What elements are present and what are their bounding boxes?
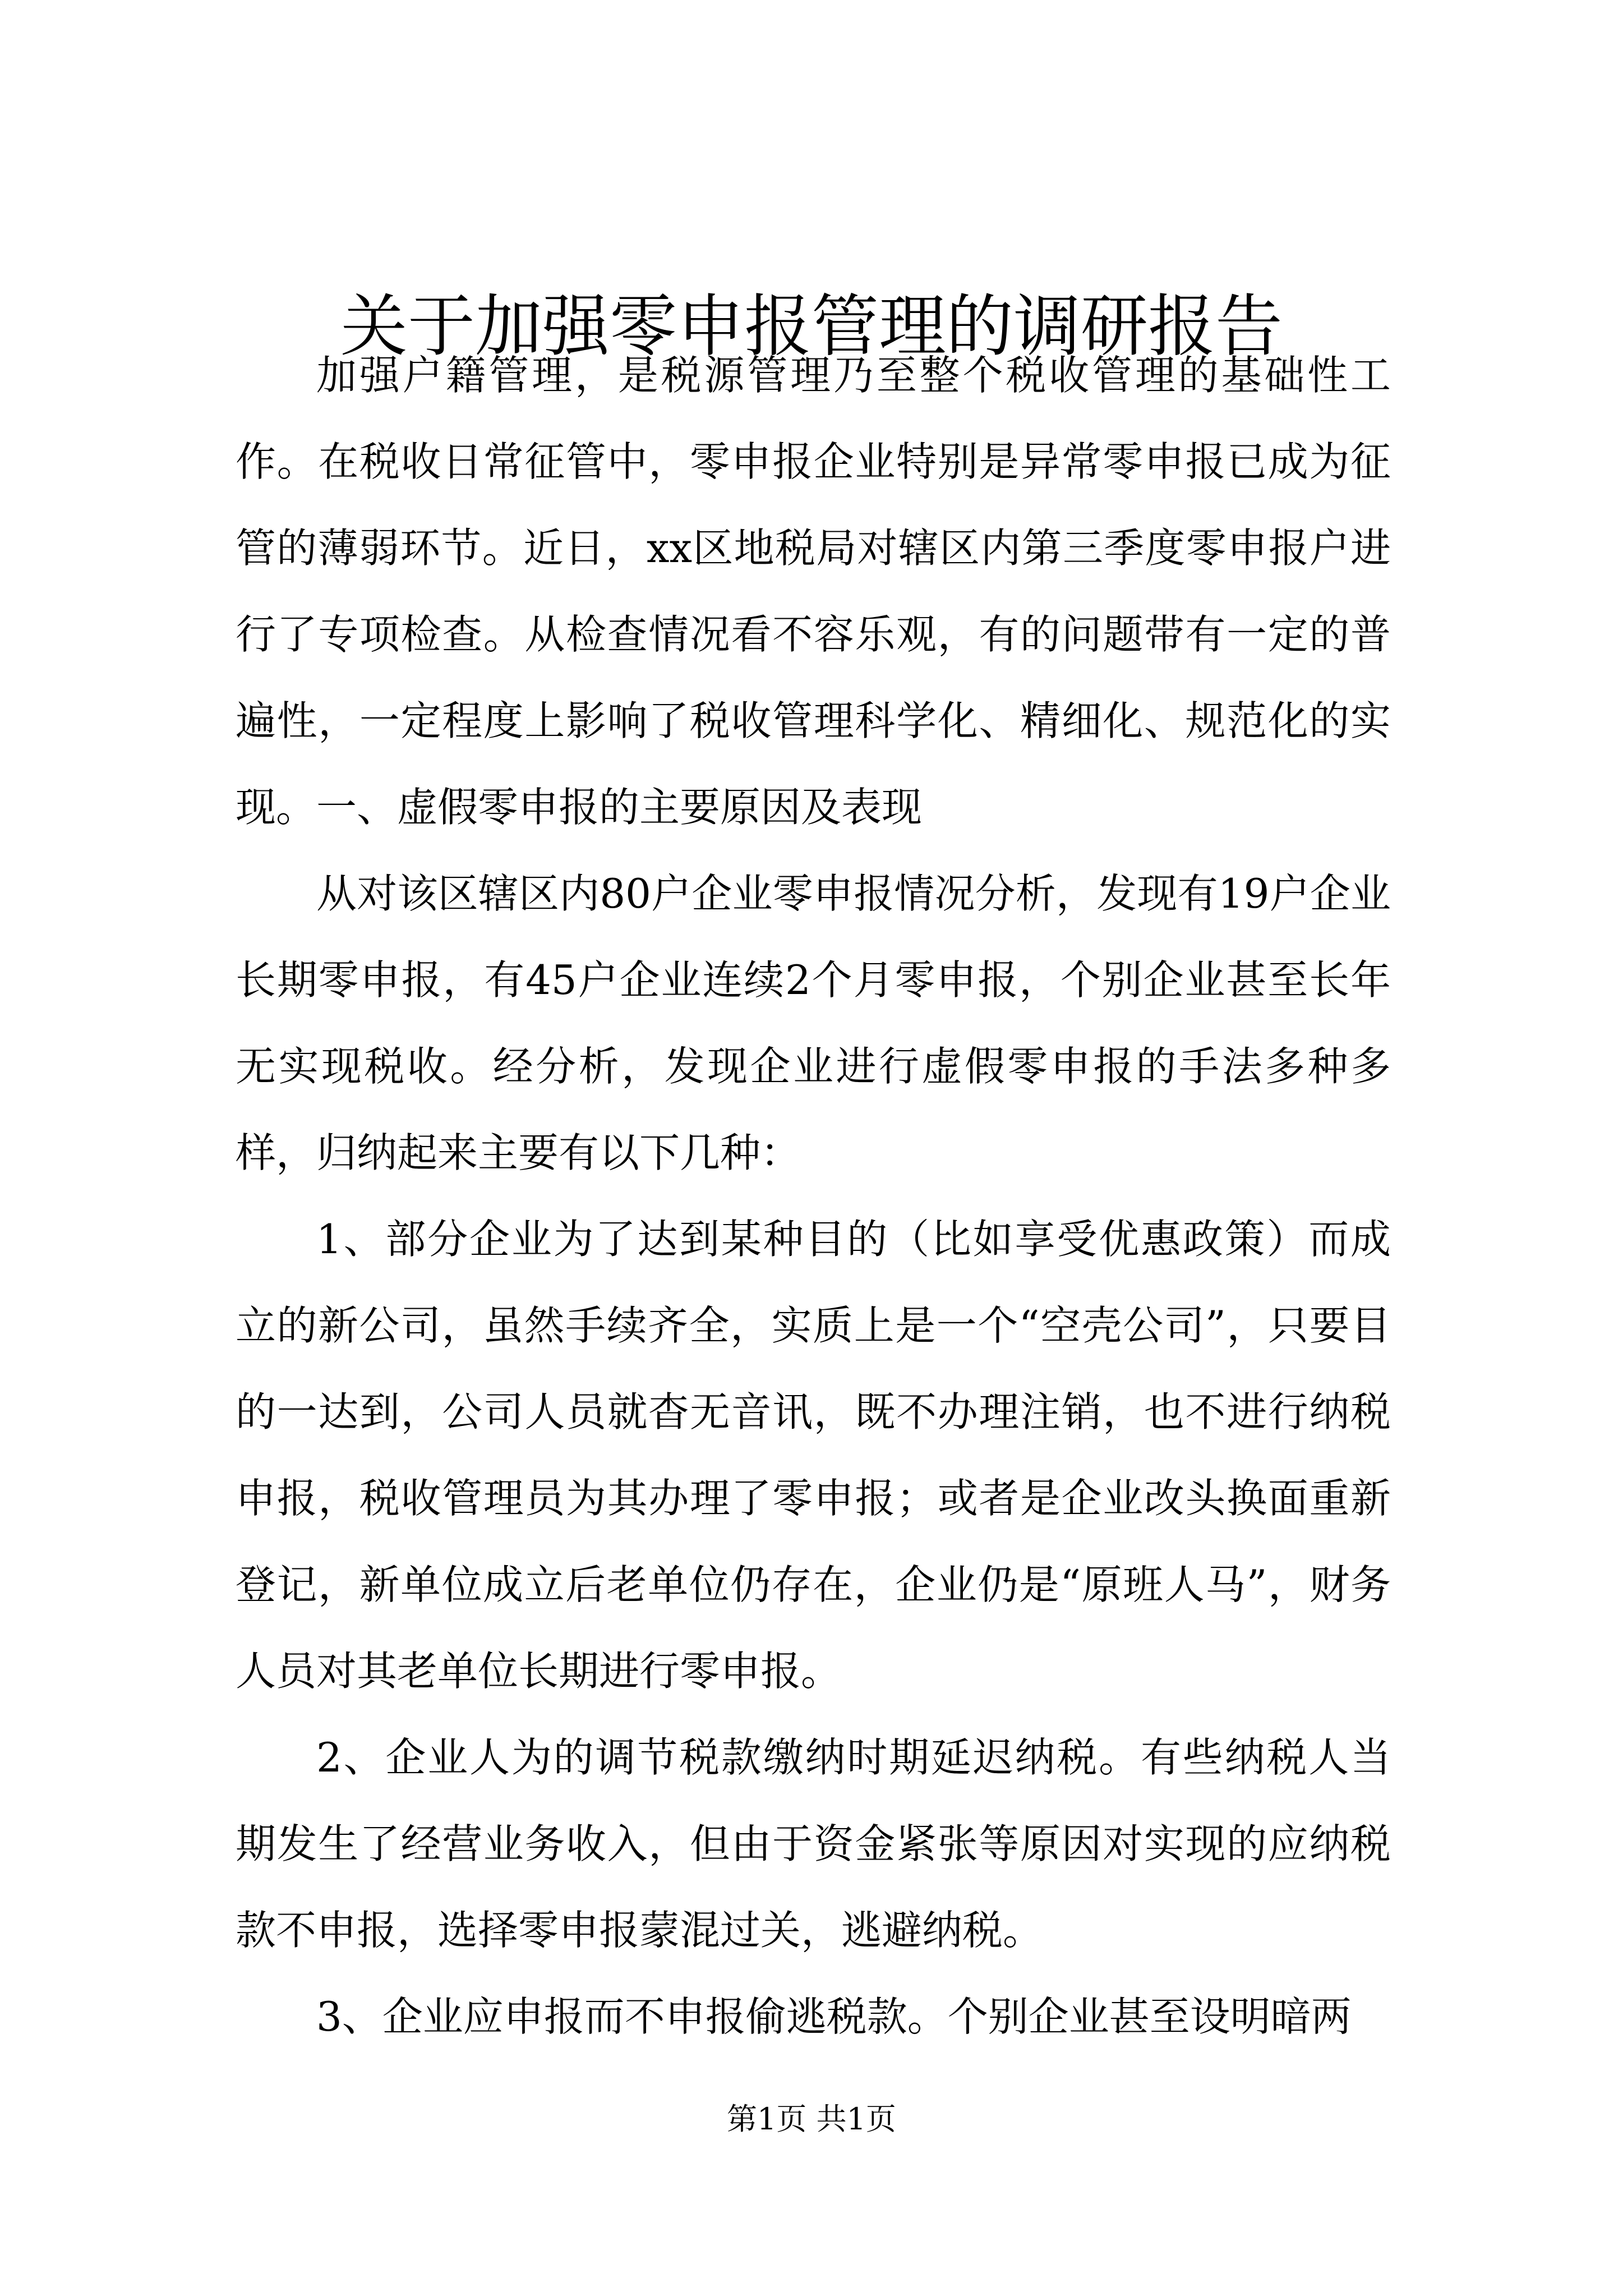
paragraph-point-3: 3、企业应申报而不申报偷逃税款。个别企业甚至设明暗两 [316,1993,1352,2040]
paragraph-point-2: 2、企业人为的调节税款缴纳时期延迟纳税。有些纳税人当期发生了经营业务收入，但由于资金紧张等原因对实现的应纳税款不申报，选择零申报蒙混过关，逃避纳税。 [236,1734,1391,1954]
page-footer: 第1页 共1页 [727,2101,896,2137]
paragraph-point-1: 1、部分企业为了达到某种目的（比如享受优惠政策）而成立的新公司，虽然手续齐全，实质上是一个“空壳公司”，只要目的一达到，公司人员就杳无音讯，既不办理注销，也不进行纳税申报，税收管理员为其办理了零申报；或者是企业改头换面重新登记，新单位成立后老单位仍存在，企业仍是“原班人马”，财务人员对其老单位长期进行零申报。 [236,1216,1391,1695]
paragraph-analysis: 从对该区辖区内80户企业零申报情况分析，发现有19户企业长期零申报，有45户企业连续2个月零申报，个别企业甚至长年无实现税收。经分析，发现企业进行虚假零申报的手法多种多样，归纳起来主要有以下几种： [236,870,1391,1176]
document-title: 关于加强零申报管理的调研报告 [340,288,1283,366]
section-heading-1: 一、虚假零申报的主要原因及表现 [316,784,923,831]
paragraph-intro: 加强户籍管理，是税源管理乃至整个税收管理的基础性工作。在税收日常征管中，零申报企业特别是异常零申报已成为征管的薄弱环节。近日，xx区地税局对辖区内第三季度零申报户进行了专项检查。从检查情况看不容乐观，有的问题带有一定的普遍性，一定程度上影响了税收管理科学化、精细化、规范化的实现。 [236,352,1391,831]
